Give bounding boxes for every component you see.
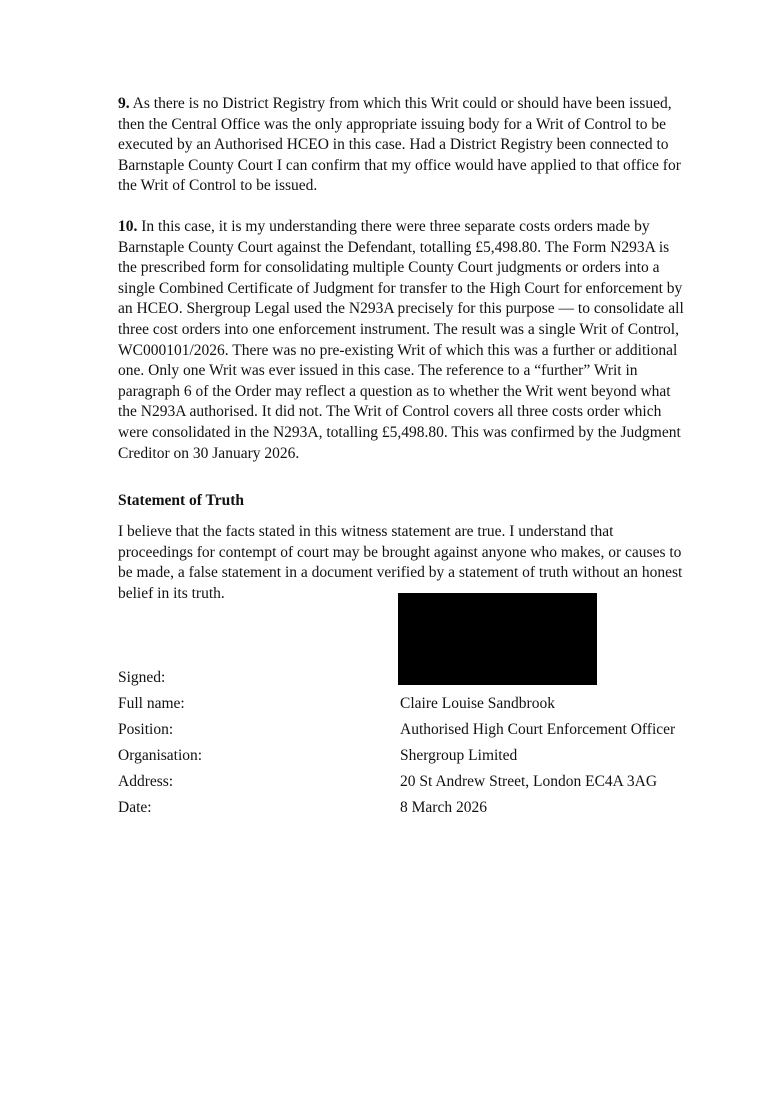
paragraph-text: In this case, it is my understanding there were three separate costs orders made by Barnstaple County Court against the Defendant, totalling £5,498.80. The Form N293A is the prescribed form for consolidating multiple County Court judgments or orders into a single Combined Certificate of Judgment for transfer to the High Court for enforcement by an HCEO. Shergroup Legal used the N293A precisely for this purpose — to consolidate all three cost orders into one enforcement instrument. The result was a single Writ of Control, WC000101/2026. There was no pre-existing Writ of which this was a further or additional one. Only one Writ was ever issued in this case. The reference to a “further” Writ in paragraph 6 of the Order may reflect a question as to whether the Writ went beyond what the N293A authorised. It did not. The Writ of Control covers all three costs order which were consolidated in the N293A, totalling £5,498.80. This was confirmed by the Judgment Creditor on 30 January 2026. (118, 218, 684, 462)
statement-of-truth-text: I believe that the facts stated in this witness statement are true. I understand that proceedings for contempt of court may be brought against anyone who makes, or causes to be made, a false statement in a document verified by a statement of truth without an honest belief in its truth. (118, 523, 683, 602)
position-label: Position: (118, 721, 174, 738)
statement-of-truth-heading: Statement of Truth (118, 492, 244, 509)
paragraph-10 (118, 217, 688, 464)
date-label: Date: (118, 799, 152, 816)
organisation-value: Shergroup Limited (400, 747, 518, 764)
address-label: Address: (118, 773, 174, 790)
paragraph-text: As there is no District Registry from which this Writ could or should have been issued, then the Central Office was the only appropriate issuing body for a Writ of Control to be executed by an Authorised HCEO in this case. Had a District Registry been connected to Barnstaple County Court I can confirm that my office would have applied to that office for the Writ of Control to be issued. (118, 95, 681, 195)
position-value: Authorised High Court Enforcement Officer (400, 721, 676, 738)
paragraph-number: 9. (118, 95, 130, 112)
address-value: 20 St Andrew Street, London EC4A 3AG (400, 773, 658, 790)
organisation-label: Organisation: (118, 747, 203, 764)
full-name-value: Claire Louise Sandbrook (400, 695, 555, 712)
full-name-label: Full name: (118, 695, 185, 712)
paragraph-number: 10. (118, 218, 138, 235)
date-value: 8 March 2026 (400, 799, 487, 816)
redacted-signature (398, 593, 597, 685)
signed-label: Signed: (118, 669, 166, 686)
paragraph-9 (118, 94, 688, 197)
